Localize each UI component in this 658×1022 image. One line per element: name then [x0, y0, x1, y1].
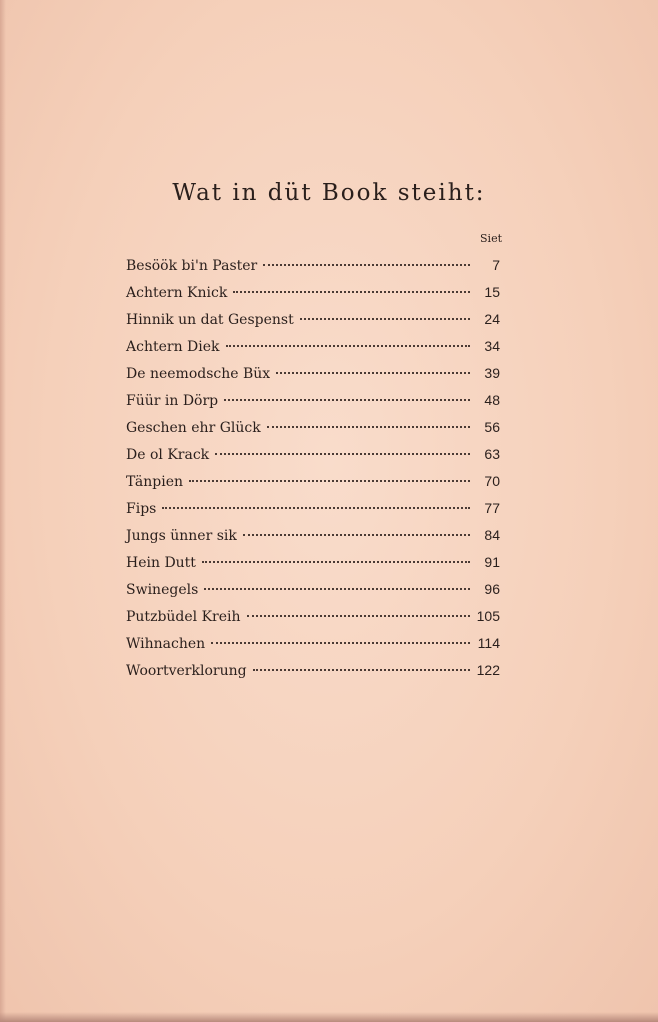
toc-entry [126, 495, 500, 522]
toc-entry [126, 306, 500, 333]
toc-entry-title: Achtern Diek [126, 339, 220, 355]
dot-leader [267, 426, 470, 428]
dot-leader [276, 372, 470, 374]
dot-leader [226, 345, 470, 347]
page-column-label: Siet [480, 232, 502, 245]
toc-entry [126, 522, 500, 549]
table-of-contents [126, 252, 500, 684]
dot-leader [247, 615, 470, 617]
toc-entry [126, 603, 500, 630]
toc-entry [126, 252, 500, 279]
toc-entry-title: Hinnik un dat Gespenst [126, 312, 294, 328]
dot-leader [300, 318, 470, 320]
toc-entry-title: Geschen ehr Glück [126, 420, 261, 436]
toc-entry-page: 48 [484, 392, 500, 408]
toc-entry [126, 576, 500, 603]
toc-entry-title: Woortverklorung [126, 663, 247, 679]
toc-entry [126, 630, 500, 657]
dot-leader [204, 588, 470, 590]
page-title: Wat in düt Book steiht: [172, 180, 486, 206]
toc-entry-page: 91 [484, 554, 500, 570]
toc-entry-page: 56 [484, 419, 500, 435]
toc-entry-page: 70 [484, 473, 500, 489]
toc-entry-page: 114 [477, 635, 500, 651]
toc-entry-title: Tänpien [126, 474, 184, 490]
toc-entry [126, 360, 500, 387]
toc-entry-title: Füür in Dörp [126, 393, 219, 409]
page-bottom-edge [0, 1012, 658, 1022]
toc-entry-title: De neemodsche Büx [126, 366, 271, 382]
toc-entry-title: Fips [126, 501, 157, 517]
toc-entry-title: De ol Krack [126, 447, 210, 463]
toc-entry [126, 549, 500, 576]
toc-entry-page: 96 [484, 581, 500, 597]
toc-entry-page: 122 [476, 662, 500, 678]
toc-entry-page: 84 [484, 527, 500, 543]
dot-leader [202, 561, 470, 563]
toc-entry-page: 105 [476, 608, 500, 624]
toc-entry-title: Wihnachen [126, 636, 206, 652]
toc-entry-page: 7 [492, 257, 500, 273]
toc-entry [126, 414, 500, 441]
dot-leader [215, 453, 470, 455]
toc-entry [126, 333, 500, 360]
toc-entry-page: 34 [484, 338, 500, 354]
dot-leader [233, 291, 470, 293]
dot-leader [162, 507, 470, 509]
dot-leader [253, 669, 470, 671]
toc-entry-page: 63 [484, 446, 500, 462]
dot-leader [263, 264, 470, 266]
dot-leader [189, 480, 470, 482]
toc-entry [126, 657, 500, 684]
toc-entry-title: Achtern Knick [126, 285, 228, 301]
toc-entry [126, 468, 500, 495]
toc-entry-title: Besöök bi'n Paster [126, 258, 258, 274]
toc-entry-page: 24 [484, 311, 500, 327]
toc-entry-title: Putzbüdel Kreih [126, 609, 241, 625]
toc-entry-page: 39 [484, 365, 500, 381]
toc-entry-title: Jungs ünner sik [126, 528, 237, 544]
toc-entry [126, 441, 500, 468]
page-left-edge [0, 0, 6, 1022]
dot-leader [243, 534, 470, 536]
toc-entry [126, 387, 500, 414]
toc-entry-page: 15 [484, 284, 500, 300]
dot-leader [224, 399, 470, 401]
toc-entry-title: Swinegels [126, 582, 199, 598]
toc-entry-title: Hein Dutt [126, 555, 196, 571]
toc-entry-page: 77 [484, 500, 500, 516]
dot-leader [211, 642, 470, 644]
toc-entry [126, 279, 500, 306]
